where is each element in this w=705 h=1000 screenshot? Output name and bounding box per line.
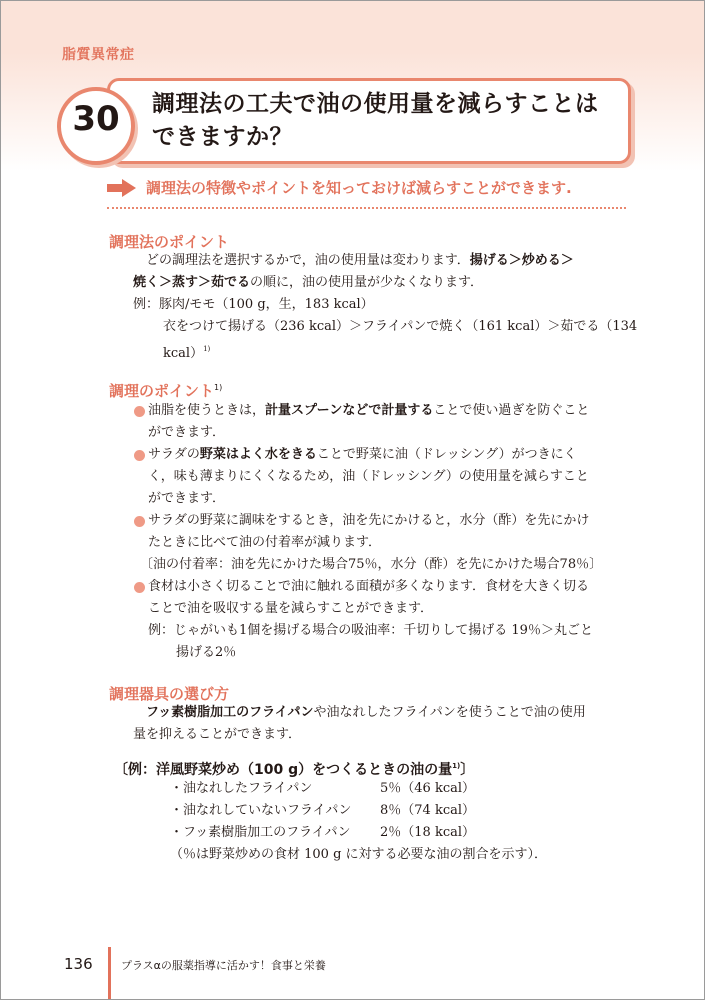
text: ことで使い過ぎを防ぐこと [433,403,590,418]
tip-3-line3: 〔油の付着率：油を先にかけた場合75％，水分（酢）を先にかけた場合78％〕 [140,557,603,572]
text: kcal） [163,346,204,361]
title-line-2: できますか？ [152,124,293,150]
footer-bar [108,947,111,999]
lead-answer: 調理法の特徴やポイントを知っておけば減らすことができます. [146,179,572,197]
bullet-icon [134,516,145,527]
title-line-1: 調理法の工夫で油の使用量を減らすことは [152,91,599,117]
oil-row-value: 5％（46 kcal） [380,781,476,796]
bullet-icon [134,450,145,461]
text: 〔例：洋風野菜炒め（100 g）をつくるときの油の量 [114,762,453,778]
emphasis: 焼く＞蒸す＞茹でる [133,275,251,290]
text: 〕 [460,762,475,778]
tip-2-line2: く，味も薄まりにくくなるため，油（ドレッシング）の使用量を減らすこと [148,469,589,484]
section-heading-cookware: 調理器具の選び方 [109,685,230,703]
s1-example-2: 衣をつけて揚げる（236 kcal）＞フライパンで焼く（161 kcal）＞茹でる（134 [163,319,638,334]
text: ことで野菜に油（ドレッシング）がつきにく [316,447,577,462]
oil-row-label: ・油なれしたフライパン [170,781,313,796]
emphasis: 計量スプーンなどで計量する [265,403,434,418]
text: の順に，油の使用量が少なくなります． [250,275,483,290]
s1-line1 [146,250,574,272]
tip-1-line2: ができます． [148,425,225,440]
text: 調理のポイント [109,382,215,400]
oil-row-label: ・油なれしていないフライパン [170,803,352,818]
tip-1-line1 [148,400,589,422]
dotted-divider [107,207,626,209]
emphasis: フッ素樹脂加工のフライパン [146,705,314,720]
question-number: 30 [72,99,120,139]
tip-3-line2: たときに比べて油の付着率が減ります． [148,535,381,550]
arrow-right-icon [107,178,137,198]
text: どの調理法を選択するかで，油の使用量は変わります． [146,253,470,268]
reference-mark: 1) [452,762,461,770]
example-heading [114,759,474,779]
oil-row-value: 8％（74 kcal） [380,803,476,818]
tip-3-line1: サラダの野菜に調味をするとき，油を先にかけると，水分（酢）を先にかけ [148,513,590,528]
text: や油なれしたフライパンを使うことで油の使用 [313,705,586,720]
tip-2-line3: ができます． [148,491,225,506]
tip-4-line2: ことで油を吸収する量を減らすことができます． [148,601,433,616]
emphasis: 野菜はよく水をきる [199,447,317,462]
oil-row-value: 2％（18 kcal） [380,825,476,840]
reference-mark: 1) [203,345,211,353]
bullet-icon [134,406,145,417]
text: 油脂を使うときは， [148,403,266,418]
book-title: プラスαの服薬指導に活かす！食事と栄養 [121,959,326,972]
s3-line2: 量を抑えることができます． [133,727,301,742]
s1-example: 例：豚肉/モモ（100 g，生，183 kcal） [133,297,374,312]
page-number: 136 [64,955,93,973]
tip-2-line1 [148,444,577,466]
s1-line2 [133,272,483,294]
section-heading-cooking-tips [109,380,222,401]
oil-row-label: ・フッ素樹脂加工のフライパン [170,825,351,840]
text: サラダの [148,447,200,462]
tip-4-line4: 揚げる2％ [176,645,237,660]
section-heading-cooking-points: 調理法のポイント [109,233,230,251]
s3-line1 [146,702,586,724]
reference-mark: 1) [214,383,223,392]
tip-4-line1: 食材は小さく切ることで油に触れる面積が多くなります．食材を大きく切る [148,579,589,594]
s1-example-3 [163,338,210,365]
category-label: 脂質異常症 [62,47,135,63]
bullet-icon [134,582,145,593]
tip-4-line3: 例：じゃがいも1個を揚げる場合の吸油率：千切りして揚げる 19％＞丸ごと [148,623,593,638]
oil-note: （％は野菜炒めの食材 100 g に対する必要な油の割合を示す）． [170,847,548,862]
page-title [152,88,622,154]
emphasis: 揚げる＞炒める＞ [469,253,574,268]
